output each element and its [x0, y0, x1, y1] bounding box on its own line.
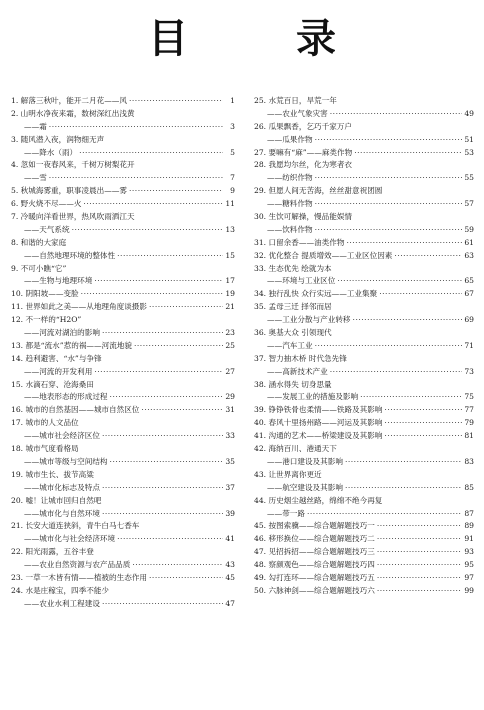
toc-entry-page-number: 9 [230, 186, 235, 196]
toc-entry-page-number: 99 [464, 585, 474, 595]
toc-entry [11, 314, 237, 327]
toc-entry-page-number: 31 [225, 405, 235, 415]
toc-entry-title: 7. 冷暖向洋看世界，热风吹雨洒江天 [11, 212, 135, 222]
toc-entry [254, 95, 476, 108]
toc-entry-title: 20. 嘘！让城市回归自然吧 [11, 495, 102, 505]
toc-entry-page-number: 47 [225, 598, 235, 608]
toc-entry-page-number: 67 [464, 289, 474, 299]
dot-leader [149, 301, 223, 314]
toc-entry-title: 1. 解落三秋叶，能开二月花——风 [11, 96, 127, 105]
toc-entry-page-number: 1 [230, 96, 235, 105]
toc-entry [11, 456, 237, 469]
toc-entry [11, 211, 237, 224]
toc-entry [11, 404, 237, 417]
toc-entry [254, 572, 476, 585]
toc-entry [254, 224, 476, 237]
toc-entry [254, 391, 476, 404]
toc-entry-title: 39. 铮铮铁骨也柔情——铁路及其影响 [254, 405, 383, 415]
toc-entry-title: 27. 要嘛有“麻”——麻类作物 [254, 147, 353, 157]
toc-entry-page-number: 85 [464, 482, 474, 492]
toc-entry-page-number: 11 [225, 199, 235, 209]
dot-leader [83, 198, 223, 211]
toc-entry-page-number: 43 [225, 560, 235, 570]
toc-entry-page-number: 53 [464, 147, 474, 157]
toc-entry-title: ——发展工业的措施及影响 [267, 392, 359, 402]
toc-entry-title: 22. 阳光雨露，五谷丰登 [11, 547, 94, 557]
toc-entry-title: ——河流对湖泊的影响 [24, 328, 100, 338]
toc-entry-page-number: 57 [464, 199, 474, 209]
page-title: 目 录 [148, 16, 370, 62]
toc-entry [254, 417, 476, 430]
dot-leader [94, 366, 223, 379]
dot-leader [102, 508, 223, 521]
toc-entry-title: ——自然地理环境的整体性 [24, 250, 116, 260]
toc-entry-title: 21. 长安大道连狭斜，青牛白马七香车 [11, 521, 140, 531]
toc-entry-title: ——降水（雨） [24, 147, 78, 157]
toc-entry-title: 48. 察颜观色——综合题解题技巧四 [254, 560, 375, 570]
toc-entry-title: 9. 不可小瞧“它” [11, 263, 67, 273]
toc-entry-title: 32. 优化整合 提质增效——工业区位因素 [254, 250, 393, 260]
dot-leader [360, 391, 462, 404]
toc-entry-title: 2. 山明水净夜来霜，数树深红出浅黄 [11, 108, 135, 118]
dot-leader [315, 172, 462, 185]
dot-leader [72, 224, 223, 237]
toc-entry [11, 443, 237, 456]
toc-entry [254, 185, 476, 198]
dot-leader [353, 314, 462, 327]
dot-leader [384, 417, 462, 430]
toc-entry [11, 134, 237, 147]
toc-entry-title: 3. 随风潜入夜，润物细无声 [11, 134, 105, 144]
toc-entry [254, 366, 476, 379]
toc-entry-page-number: 97 [464, 572, 474, 582]
toc-entry [254, 404, 476, 417]
toc-entry [254, 301, 476, 314]
toc-entry-title: ——瓜果作物 [267, 134, 313, 144]
toc-entry-title: ——河流的开发利用 [24, 366, 93, 376]
toc-entry-page-number: 23 [225, 328, 235, 338]
toc-entry-title: 36. 奥基大众 引领现代 [254, 328, 332, 338]
toc-entry [11, 301, 237, 314]
toc-entry-title: 29. 但愿人间无苦海，丝丝甜意祝团圆 [254, 186, 383, 196]
toc-entry [254, 121, 476, 134]
toc-entry-title: 34. 独行乱快 众行实远——工业集聚 [254, 289, 378, 299]
toc-entry-title: 40. 春风十里扬州路——河运及其影响 [254, 418, 383, 428]
toc-entry-page-number: 71 [464, 340, 474, 350]
dot-leader [117, 533, 223, 546]
toc-entry [254, 198, 476, 211]
toc-entry-title: 11. 世界如此之美——从地理角度谈摄影 [11, 302, 147, 312]
toc-entry-title: ——城市化与社会经济环境 [24, 534, 116, 544]
toc-entry-title: 6. 野火烧不尽——火 [11, 199, 82, 209]
toc-entry-page-number: 5 [230, 147, 235, 157]
toc-entry-page-number: 81 [464, 431, 474, 441]
toc-entry [11, 495, 237, 508]
dot-leader [129, 185, 223, 198]
dot-leader [346, 237, 462, 250]
toc-entry-title: 13. 都是“流水”惹的祸——河流地貌 [11, 340, 132, 350]
toc-entry-title: 12. 不一样的“H2O” [11, 315, 82, 325]
dot-leader [315, 134, 462, 147]
toc-entry [11, 482, 237, 495]
dot-leader [377, 585, 462, 598]
toc-entry [254, 237, 476, 250]
toc-entry [11, 533, 237, 546]
toc-entry [254, 353, 476, 366]
toc-entry-page-number: 27 [225, 366, 235, 376]
dot-leader [345, 456, 462, 469]
toc-entry-title: ——霜 [24, 121, 47, 131]
toc-entry [11, 250, 237, 263]
toc-entry-title: ——农业水利工程建设 [24, 598, 100, 608]
toc-entry-title: 41. 沟通的艺术——桥梁建设及其影响 [254, 431, 383, 441]
toc-entry-page-number: 73 [464, 366, 474, 376]
toc-entry-page-number: 89 [464, 521, 474, 531]
toc-entry-page-number: 13 [225, 224, 235, 234]
dot-leader [102, 482, 223, 495]
dot-leader [81, 288, 223, 301]
toc-entry [11, 340, 237, 353]
toc-entry [11, 159, 237, 172]
dot-leader [117, 250, 223, 263]
toc-entry-title: 50. 六脉神剑——综合题解题技巧六 [254, 585, 375, 595]
toc-entry-title: ——城市等级与空间结构 [24, 456, 108, 466]
toc-entry-title: 45. 按图索骥——综合题解题技巧一 [254, 521, 375, 531]
toc-entry [11, 263, 237, 276]
dot-leader [377, 546, 462, 559]
toc-entry-title: 8. 和谐的大家庭 [11, 237, 67, 247]
toc-entry [11, 417, 237, 430]
toc-entry-title: 28. 我愿均尔丝，化为寒者衣 [254, 160, 353, 170]
toc-entry-title: 17. 城市的人文品位 [11, 418, 79, 428]
toc-entry-page-number: 19 [225, 289, 235, 299]
toc-entry-title: 31. 口留余香——油类作物 [254, 237, 345, 247]
toc-entry-page-number: 93 [464, 547, 474, 557]
toc-entry-page-number: 51 [464, 134, 474, 144]
dot-leader [49, 121, 223, 134]
dot-leader [132, 559, 223, 572]
dot-leader [102, 598, 223, 611]
toc-entry [11, 366, 237, 379]
toc-entry-page-number: 3 [230, 121, 235, 131]
toc-entry-title: 18. 城市气度看格局 [11, 444, 79, 454]
toc-entry-page-number: 25 [225, 340, 235, 350]
toc-entry [11, 147, 237, 160]
toc-entry-title: 38. 涵水得失 切身思量 [254, 379, 332, 389]
dot-leader [102, 430, 223, 443]
toc-entry-title: 46. 移形换位——综合题解题技巧二 [254, 534, 375, 544]
toc-entry-title: 37. 智力抽木桥 时代急先锋 [254, 353, 347, 363]
toc-entry [11, 520, 237, 533]
toc-entry [11, 430, 237, 443]
toc-entry-title: ——带一路 [267, 508, 305, 518]
toc-entry-page-number: 63 [464, 250, 474, 260]
dot-leader [110, 391, 223, 404]
dot-leader [330, 366, 462, 379]
toc-entry-page-number: 49 [464, 108, 474, 118]
toc-entry [11, 546, 237, 559]
toc-entry-title: ——糖料作物 [267, 199, 313, 209]
toc-entry-title: ——港口建设及其影响 [267, 456, 343, 466]
toc-entry-title: 43. 让世界离你更近 [254, 469, 322, 479]
toc-entry [11, 198, 237, 211]
toc-entry-page-number: 35 [225, 456, 235, 466]
dot-leader [377, 520, 462, 533]
toc-entry [11, 185, 237, 198]
toc-entry [11, 275, 237, 288]
toc-entry [254, 533, 476, 546]
dot-leader [315, 340, 462, 353]
dot-leader [384, 430, 462, 443]
toc-entry-page-number: 83 [464, 456, 474, 466]
dot-leader [102, 327, 223, 340]
toc-entry-page-number: 87 [464, 508, 474, 518]
dot-leader [394, 250, 462, 263]
toc-entry-title: 49. 勾打连环——综合题解题技巧五 [254, 572, 375, 582]
toc-entry-title: ——雪 [24, 173, 47, 183]
toc-left-column [11, 95, 237, 611]
toc-entry [254, 520, 476, 533]
dot-leader [345, 482, 462, 495]
toc-entry [11, 598, 237, 611]
dot-leader [354, 147, 462, 160]
toc-entry-title: ——城市社会经济区位 [24, 431, 100, 441]
toc-entry [11, 95, 237, 108]
toc-entry [254, 288, 476, 301]
toc-entry-title: 10. 阴阳坡——变脸 [11, 289, 79, 299]
toc-entry [254, 456, 476, 469]
dot-leader [377, 559, 462, 572]
toc-entry-title: 23. 一草一木皆有情——植被的生态作用 [11, 572, 147, 582]
toc-entry-page-number: 39 [225, 508, 235, 518]
toc-entry [254, 159, 476, 172]
toc-entry-title: ——汽车工业 [267, 340, 313, 350]
toc-entry-title: 14. 趋利避害、“水”与争锋 [11, 353, 102, 363]
toc-entry [11, 572, 237, 585]
toc-entry-title: ——农业气象灾害 [267, 108, 328, 118]
toc-entry [254, 314, 476, 327]
dot-leader [337, 275, 462, 288]
toc-entry-title: 15. 水滴石穿、沧海桑田 [11, 379, 94, 389]
toc-entry [254, 508, 476, 521]
toc-entry-page-number: 75 [464, 392, 474, 402]
toc-entry-title: ——工业分散与产业转移 [267, 315, 351, 325]
toc-entry-title: 44. 历史烟尘越丝路，绵绵不绝今再复 [254, 495, 383, 505]
toc-entry-title: 42. 海纳百川、港通天下 [254, 444, 337, 454]
toc-entry [11, 508, 237, 521]
toc-entry-title: 4. 忽如一夜春风来，千树万树梨花开 [11, 160, 135, 170]
toc-entry [254, 559, 476, 572]
dot-leader [377, 572, 462, 585]
toc-entry [11, 108, 237, 121]
toc-entry-page-number: 45 [225, 572, 235, 582]
dot-leader [94, 275, 223, 288]
toc-entry-title: ——环境与工业区位 [267, 276, 336, 286]
toc-entry-page-number: 37 [225, 482, 235, 492]
toc-entry-title: ——高新技术产业 [267, 366, 328, 376]
toc-entry [11, 585, 237, 598]
toc-entry [254, 147, 476, 160]
toc-entry [11, 469, 237, 482]
toc-entry [11, 391, 237, 404]
toc-entry [254, 263, 476, 276]
toc-entry [254, 134, 476, 147]
toc-entry-title: 25. 水荒百日，旱荒一年 [254, 96, 337, 105]
toc-entry [254, 379, 476, 392]
dot-leader [141, 404, 223, 417]
dot-leader [149, 572, 223, 585]
toc-entry-page-number: 29 [225, 392, 235, 402]
toc-entry-page-number: 79 [464, 418, 474, 428]
toc-right-column [254, 95, 476, 598]
dot-leader [79, 147, 223, 160]
toc-entry [254, 172, 476, 185]
toc-entry-title: 30. 生饮可解操，慢品能娱情 [254, 212, 353, 222]
dot-leader [110, 456, 223, 469]
dot-leader [379, 288, 462, 301]
toc-entry-page-number: 91 [464, 534, 474, 544]
toc-entry-page-number: 17 [225, 276, 235, 286]
toc-entry [11, 353, 237, 366]
toc-entry-title: ——生物与地理环境 [24, 276, 93, 286]
toc-entry-page-number: 15 [225, 250, 235, 260]
toc-entry-page-number: 7 [230, 173, 235, 183]
toc-entry-page-number: 21 [225, 302, 235, 312]
toc-entry-page-number: 69 [464, 315, 474, 325]
toc-entry-title: ——饮料作物 [267, 224, 313, 234]
toc-entry-page-number: 77 [464, 405, 474, 415]
toc-entry-page-number: 41 [225, 534, 235, 544]
toc-entry-page-number: 61 [464, 237, 474, 247]
toc-entry [254, 327, 476, 340]
toc-entry [11, 172, 237, 185]
toc-entry-title: 24. 水是庄稼宝，四季不能少 [11, 585, 110, 595]
dot-leader [307, 508, 462, 521]
toc-entry [11, 224, 237, 237]
toc-entry [11, 121, 237, 134]
toc-entry-title: 19. 城市生长、拔节高粱 [11, 469, 94, 479]
toc-entry [11, 327, 237, 340]
toc-entry [254, 108, 476, 121]
toc-entry-title: ——航空建设及其影响 [267, 482, 343, 492]
toc-entry [254, 275, 476, 288]
toc-entry-page-number: 55 [464, 173, 474, 183]
toc-entry-title: ——农业自然资源与农产品品质 [24, 560, 131, 570]
toc-entry [11, 237, 237, 250]
toc-entry-page-number: 59 [464, 224, 474, 234]
toc-entry-title: 35. 孟母三迁 择邻而居 [254, 302, 332, 312]
toc-entry [254, 430, 476, 443]
toc-entry-title: 33. 生态优先 绘就为本 [254, 263, 332, 273]
toc-entry-page-number: 33 [225, 431, 235, 441]
toc-entry [11, 288, 237, 301]
toc-entry [254, 250, 476, 263]
toc-entry-title: ——城市化与自然环境 [24, 508, 100, 518]
toc-entry-title: 16. 城市的自然基因——城市自然区位 [11, 405, 140, 415]
toc-entry-title: ——城市化标志及特点 [24, 482, 100, 492]
dot-leader [330, 108, 462, 121]
toc-entry [254, 495, 476, 508]
toc-entry-title: 5. 秋城海雾重，职事凌晨出——雾 [11, 186, 127, 196]
toc-entry-page-number: 65 [464, 276, 474, 286]
toc-entry-title: ——天气系统 [24, 224, 70, 234]
dot-leader [134, 340, 223, 353]
toc-entry-title: ——地表形态的形成过程 [24, 392, 108, 402]
toc-entry-title: 26. 瓜果飘香，乞巧千家万户 [254, 121, 353, 131]
toc-entry [254, 211, 476, 224]
dot-leader [49, 172, 223, 185]
toc-entry [254, 340, 476, 353]
toc-entry [254, 482, 476, 495]
toc-entry [254, 546, 476, 559]
dot-leader [384, 404, 462, 417]
toc-entry-title: ——纺织作物 [267, 173, 313, 183]
toc-entry [254, 585, 476, 598]
toc-entry [11, 559, 237, 572]
dot-leader [315, 224, 462, 237]
toc-entry [254, 443, 476, 456]
dot-leader [315, 198, 462, 211]
dot-leader [377, 533, 462, 546]
dot-leader [129, 95, 223, 108]
toc-entry [11, 379, 237, 392]
toc-entry-title: 47. 见招拆招——综合题解题技巧三 [254, 547, 375, 557]
toc-entry-page-number: 95 [464, 560, 474, 570]
toc-entry [254, 469, 476, 482]
